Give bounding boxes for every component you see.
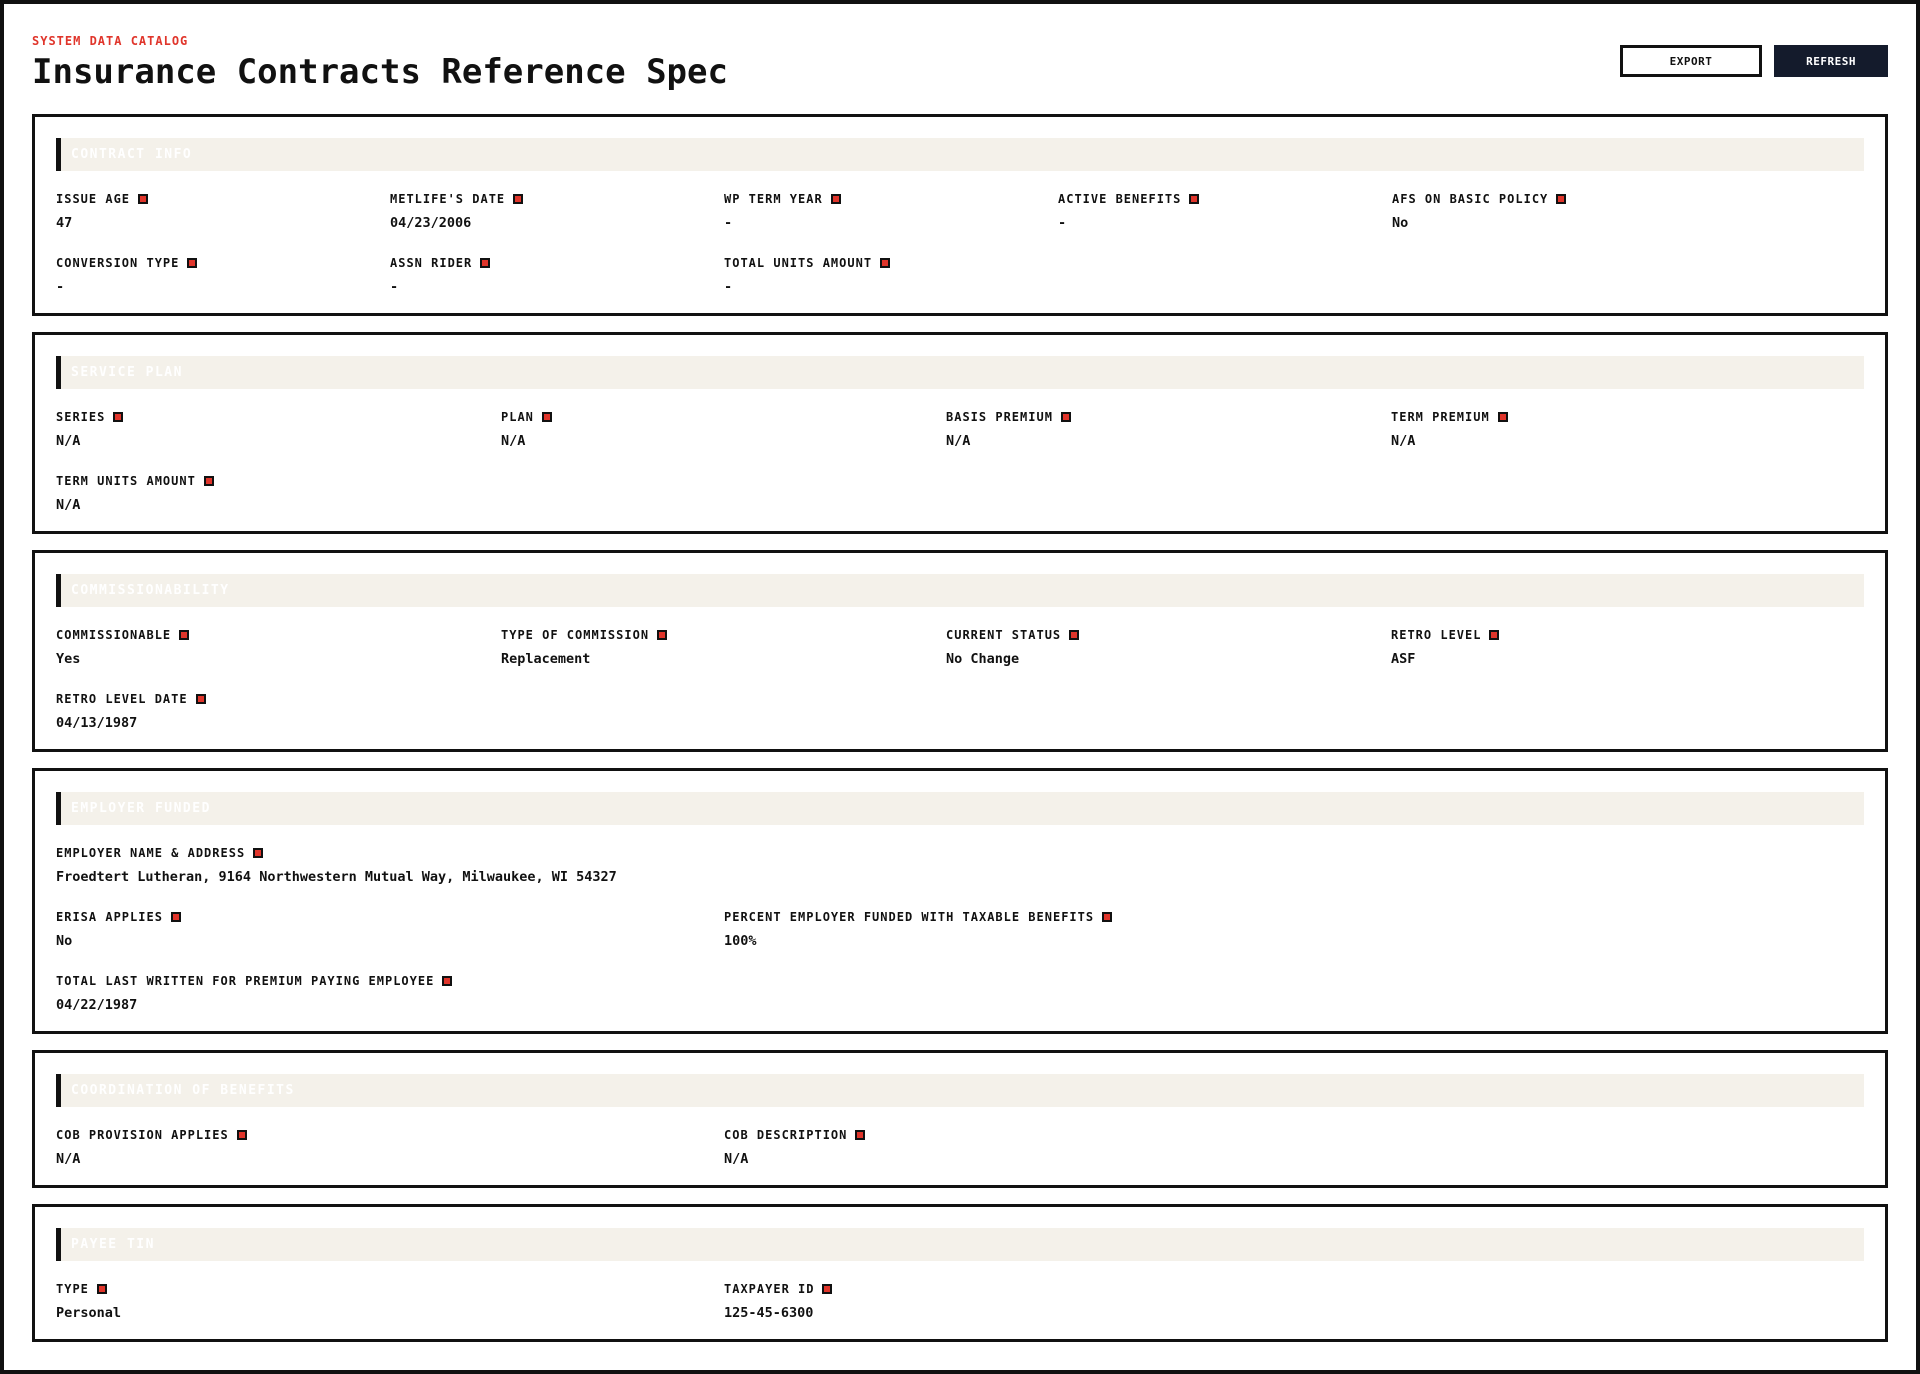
section-contract-info: [32, 114, 1888, 316]
field-metlifes-date: [390, 192, 523, 231]
field-value: N/A: [56, 1151, 81, 1167]
section-title: COMMISSIONABILITY: [71, 583, 230, 598]
field-marker-icon: [1556, 194, 1566, 204]
section-title: PAYEE TIN: [71, 1237, 155, 1252]
field-label: TYPE: [56, 1282, 89, 1296]
section-header-bar: [56, 1074, 1864, 1107]
field-label: RETRO LEVEL DATE: [56, 692, 188, 706]
field-total-units-amount: [724, 256, 890, 295]
field-commissionable: [56, 628, 189, 667]
field-label: BASIS PREMIUM: [946, 410, 1053, 424]
field-marker-icon: [480, 258, 490, 268]
field-label: ACTIVE BENEFITS: [1058, 192, 1182, 206]
section-title: SERVICE PLAN: [71, 365, 183, 380]
field-label: SERIES: [56, 410, 106, 424]
field-term-premium: [1391, 410, 1508, 449]
field-value: -: [724, 279, 733, 295]
field-marker-icon: [253, 848, 263, 858]
field-value: N/A: [946, 433, 971, 449]
field-label: CURRENT STATUS: [946, 628, 1062, 642]
field-marker-icon: [831, 194, 841, 204]
section-header-bar: [56, 574, 1864, 607]
field-issue-age: [56, 192, 148, 231]
field-label: TAXPAYER ID: [724, 1282, 815, 1296]
field-label: ASSN RIDER: [390, 256, 473, 270]
field-value: -: [1058, 215, 1067, 231]
field-marker-icon: [880, 258, 890, 268]
field-label: METLIFE'S DATE: [390, 192, 506, 206]
field-afs-on-basic-policy: [1392, 192, 1566, 231]
field-marker-icon: [1069, 630, 1079, 640]
field-value: -: [724, 215, 733, 231]
field-marker-icon: [97, 1284, 107, 1294]
field-label: COB PROVISION APPLIES: [56, 1128, 229, 1142]
field-marker-icon: [179, 630, 189, 640]
field-term-units-amount: [56, 474, 214, 513]
field-value: 04/13/1987: [56, 715, 138, 731]
field-value: Yes: [56, 651, 81, 667]
field-total-last-written: [56, 974, 452, 1013]
field-value: -: [56, 279, 65, 295]
field-wp-term-year: [724, 192, 841, 231]
field-label: TERM PREMIUM: [1391, 410, 1490, 424]
export-button[interactable]: EXPORT: [1620, 45, 1762, 77]
field-marker-icon: [822, 1284, 832, 1294]
catalog-eyebrow: SYSTEM DATA CATALOG: [32, 34, 189, 48]
field-marker-icon: [171, 912, 181, 922]
field-label: ERISA APPLIES: [56, 910, 163, 924]
section-header-bar: [56, 356, 1864, 389]
field-marker-icon: [113, 412, 123, 422]
field-erisa-applies: [56, 910, 181, 949]
field-value: 04/22/1987: [56, 997, 138, 1013]
field-type-of-commission: [501, 628, 667, 667]
field-marker-icon: [187, 258, 197, 268]
field-value: ASF: [1391, 651, 1416, 667]
field-label: EMPLOYER NAME & ADDRESS: [56, 846, 246, 860]
field-marker-icon: [513, 194, 523, 204]
section-header-bar: [56, 792, 1864, 825]
section-title: COORDINATION OF BENEFITS: [71, 1083, 295, 1098]
section-employer-funded: [32, 768, 1888, 1034]
field-marker-icon: [1489, 630, 1499, 640]
section-header-bar: [56, 138, 1864, 171]
field-marker-icon: [442, 976, 452, 986]
field-marker-icon: [1061, 412, 1071, 422]
field-value: No: [1392, 215, 1409, 231]
field-label: AFS ON BASIC POLICY: [1392, 192, 1549, 206]
section-header-bar: [56, 1228, 1864, 1261]
refresh-button[interactable]: REFRESH: [1774, 45, 1888, 77]
field-label: PLAN: [501, 410, 534, 424]
field-label: PERCENT EMPLOYER FUNDED WITH TAXABLE BENEFITS: [724, 910, 1095, 924]
field-active-benefits: [1058, 192, 1199, 231]
field-marker-icon: [196, 694, 206, 704]
field-marker-icon: [138, 194, 148, 204]
page-header: [32, 34, 1888, 104]
field-value: Replacement: [501, 651, 591, 667]
field-label: TERM UNITS AMOUNT: [56, 474, 196, 488]
field-assn-rider: [390, 256, 490, 295]
field-taxpayer-id: [724, 1282, 832, 1321]
section-title: CONTRACT INFO: [71, 147, 193, 162]
section-commissionability: [32, 550, 1888, 752]
field-marker-icon: [855, 1130, 865, 1140]
field-label: TOTAL UNITS AMOUNT: [724, 256, 873, 270]
field-marker-icon: [657, 630, 667, 640]
field-value: N/A: [501, 433, 526, 449]
field-value: 47: [56, 215, 73, 231]
field-value: -: [390, 279, 399, 295]
field-value: 04/23/2006: [390, 215, 472, 231]
field-value: N/A: [724, 1151, 749, 1167]
section-service-plan: [32, 332, 1888, 534]
field-value: 100%: [724, 933, 757, 949]
field-plan: [501, 410, 552, 449]
field-label: RETRO LEVEL: [1391, 628, 1482, 642]
field-label: TOTAL LAST WRITTEN FOR PREMIUM PAYING EMPLOYEE: [56, 974, 435, 988]
field-basis-premium: [946, 410, 1071, 449]
field-value: No Change: [946, 651, 1020, 667]
field-marker-icon: [1189, 194, 1199, 204]
field-value: 125-45-6300: [724, 1305, 814, 1321]
field-series: [56, 410, 123, 449]
field-employer-name-address: [56, 846, 617, 885]
page-title: Insurance Contracts Reference Spec: [32, 52, 728, 92]
section-payee-tin: [32, 1204, 1888, 1342]
field-value: Froedtert Lutheran, 9164 Northwestern Mutual Way, Milwaukee, WI 54327: [56, 869, 617, 885]
field-retro-level: [1391, 628, 1499, 667]
field-current-status: [946, 628, 1079, 667]
field-value: N/A: [1391, 433, 1416, 449]
field-label: CONVERSION TYPE: [56, 256, 180, 270]
field-retro-level-date: [56, 692, 206, 731]
field-type: [56, 1282, 121, 1321]
section-coordination-of-benefits: [32, 1050, 1888, 1188]
section-title: EMPLOYER FUNDED: [71, 801, 211, 816]
field-label: ISSUE AGE: [56, 192, 131, 206]
field-marker-icon: [542, 412, 552, 422]
field-percent-employer-funded: [724, 910, 1112, 949]
field-marker-icon: [1498, 412, 1508, 422]
field-marker-icon: [204, 476, 214, 486]
field-label: WP TERM YEAR: [724, 192, 823, 206]
field-label: COMMISSIONABLE: [56, 628, 172, 642]
field-value: N/A: [56, 497, 81, 513]
header-actions: [1620, 45, 1888, 77]
field-marker-icon: [237, 1130, 247, 1140]
field-label: TYPE OF COMMISSION: [501, 628, 650, 642]
field-label: COB DESCRIPTION: [724, 1128, 848, 1142]
field-value: Personal: [56, 1305, 122, 1321]
field-cob-description: [724, 1128, 865, 1167]
field-conversion-type: [56, 256, 197, 295]
field-cob-provision-applies: [56, 1128, 247, 1167]
field-value: No: [56, 933, 73, 949]
field-value: N/A: [56, 433, 81, 449]
field-marker-icon: [1102, 912, 1112, 922]
